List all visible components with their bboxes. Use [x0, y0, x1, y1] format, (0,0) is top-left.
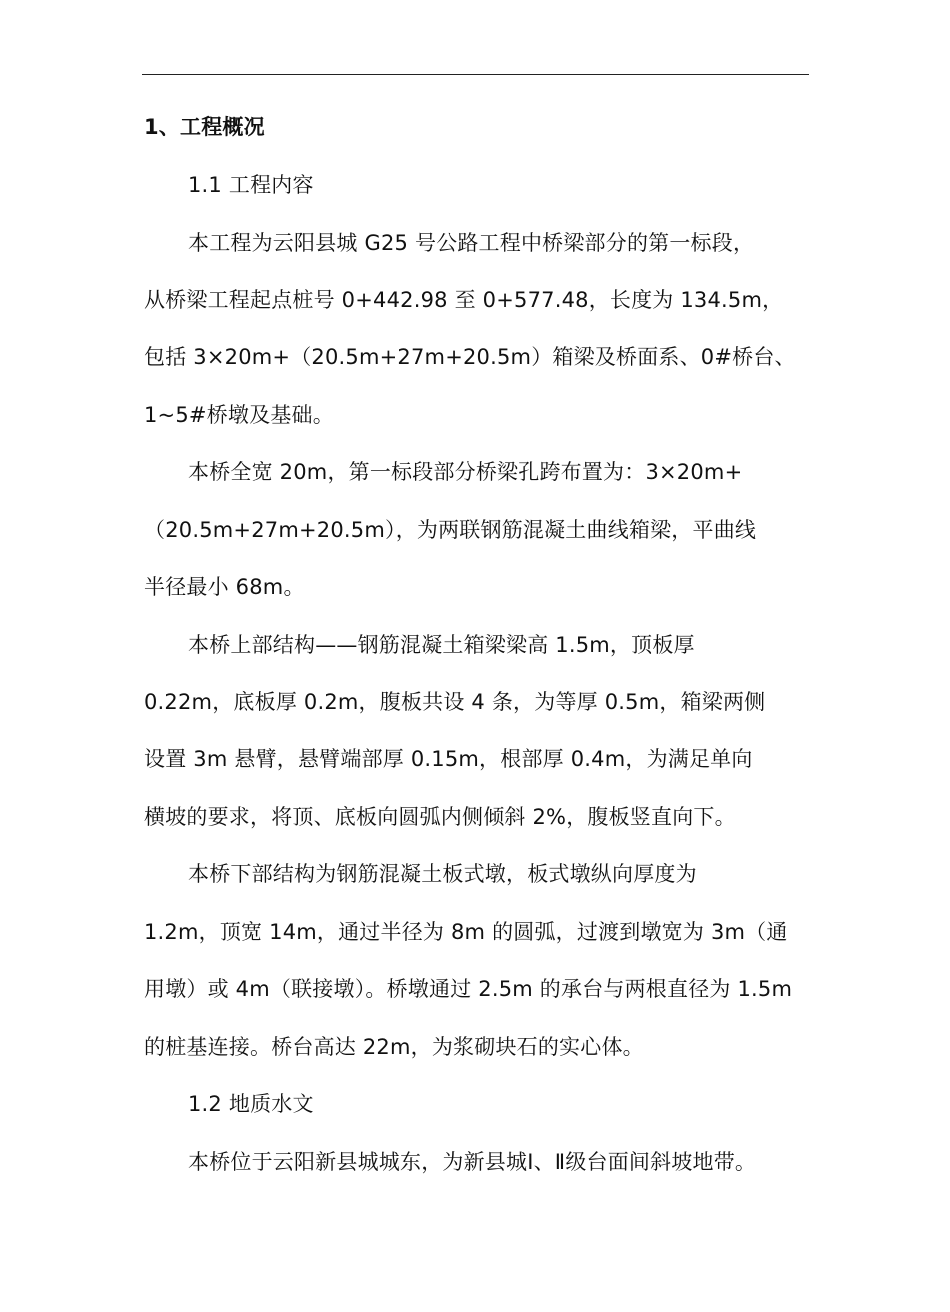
paragraph-line: 本桥全宽 20m，第一标段部分桥梁孔跨布置为：3×20m+: [188, 460, 743, 484]
paragraph-line: （20.5m+27m+20.5m），为两联钢筋混凝土曲线箱梁，平曲线: [144, 518, 757, 542]
paragraph-line: 从桥梁工程起点桩号 0+442.98 至 0+577.48，长度为 134.5m，: [144, 288, 784, 312]
paragraph-line: 本桥下部结构为钢筋混凝土板式墩，板式墩纵向厚度为: [188, 862, 697, 886]
subsection-heading: 1.1 工程内容: [188, 173, 314, 197]
paragraph-line: 1~5#桥墩及基础。: [144, 403, 334, 427]
paragraph-line: 0.22m，底板厚 0.2m，腹板共设 4 条，为等厚 0.5m，箱梁两侧: [144, 690, 766, 714]
paragraph-line: 横坡的要求，将顶、底板向圆弧内侧倾斜 2%，腹板竖直向下。: [144, 805, 736, 829]
paragraph-line: 包括 3×20m+（20.5m+27m+20.5m）箱梁及桥面系、0#桥台、: [144, 345, 796, 369]
paragraph-line: 1.2m，顶宽 14m，通过半径为 8m 的圆弧，过渡到墩宽为 3m（通: [144, 920, 788, 944]
paragraph-line: 本桥位于云阳新县城城东，为新县城Ⅰ、Ⅱ级台面间斜坡地带。: [188, 1150, 757, 1174]
header-rule: [142, 74, 809, 75]
paragraph-line: 本工程为云阳县城 G25 号公路工程中桥梁部分的第一标段，: [188, 231, 755, 255]
paragraph-line: 设置 3m 悬臂，悬臂端部厚 0.15m，根部厚 0.4m，为满足单向: [144, 747, 753, 771]
paragraph-line: 半径最小 68m。: [144, 575, 305, 599]
subsection-heading: 1.2 地质水文: [188, 1092, 314, 1116]
section-heading: 1、工程概况: [144, 115, 265, 139]
paragraph-line: 本桥上部结构——钢筋混凝土箱梁梁高 1.5m，顶板厚: [188, 633, 695, 657]
paragraph-line: 的桩基连接。桥台高达 22m，为浆砌块石的实心体。: [144, 1035, 644, 1059]
paragraph-line: 用墩）或 4m（联接墩）。桥墩通过 2.5m 的承台与两根直径为 1.5m: [144, 977, 793, 1001]
